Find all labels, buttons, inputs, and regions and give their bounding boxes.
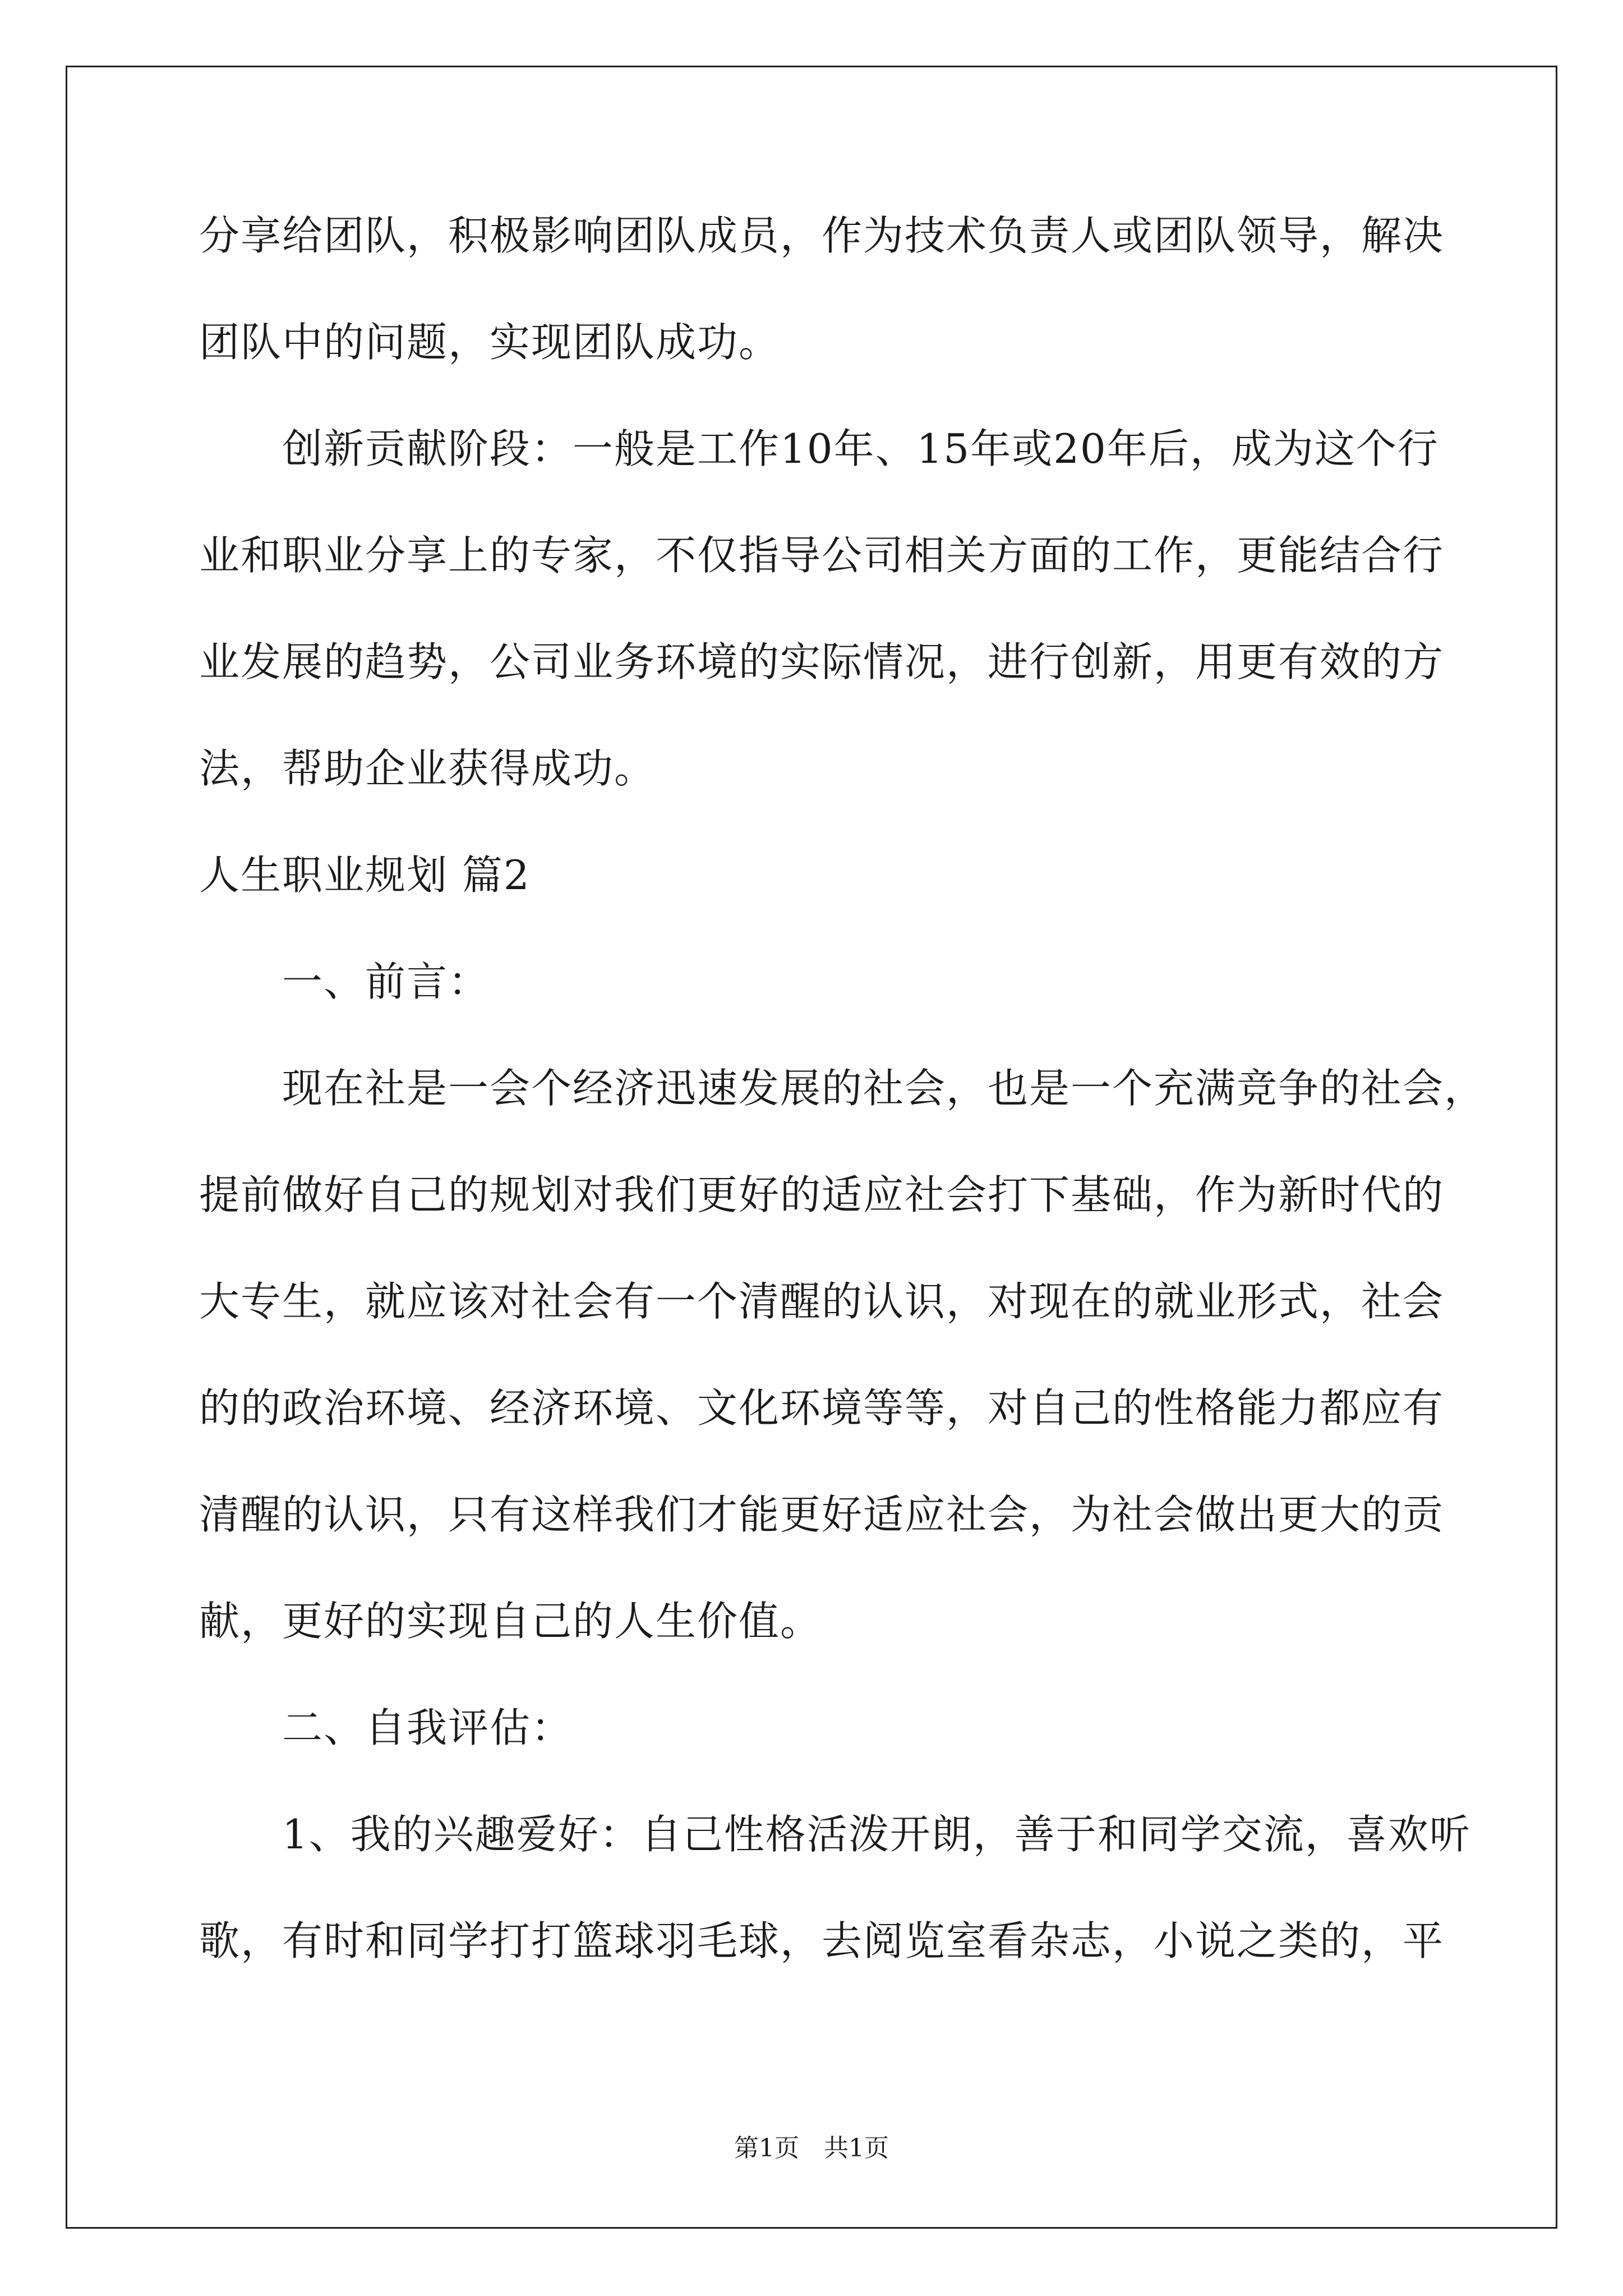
text-line: 提前做好自己的规划对我们更好的适应社会打下基础，作为新时代的 [199, 1171, 1445, 1218]
text-line: 业和职业分享上的专家，不仅指导公司相关方面的工作，更能结合行 [199, 532, 1445, 579]
text-line: 团队中的问题，实现团队成功。 [199, 319, 781, 366]
text-line: 歌，有时和同学打打篮球羽毛球，去阅览室看杂志，小说之类的，平 [199, 1917, 1445, 1964]
paragraph-start: 现在社是一会个经济迅速发展的社会，也是一个充满竞争的社会， [282, 1065, 1486, 1112]
text-line: 的的政治环境、经济环境、文化环境等等，对自己的性格能力都应有 [199, 1384, 1445, 1432]
text-line: 分享给团队，积极影响团队成员，作为技术负责人或团队领导，解决 [199, 212, 1445, 259]
subheading: 一、前言： [282, 958, 490, 1005]
page-footer: 第1页 共1页 [734, 2134, 889, 2162]
text-line: 业发展的趋势，公司业务环境的实际情况，进行创新，用更有效的方 [199, 638, 1445, 685]
text-line: 献，更好的实现自己的人生价值。 [199, 1598, 822, 1645]
subheading: 二、自我评估： [282, 1704, 573, 1751]
page-border [66, 66, 1557, 2229]
paragraph-start: 1、我的兴趣爱好：自己性格活泼开朗，善于和同学交流，喜欢听 [282, 1811, 1471, 1858]
text-line: 清醒的认识，只有这样我们才能更好适应社会，为社会做出更大的贡 [199, 1491, 1445, 1538]
paragraph-start: 创新贡献阶段：一般是工作10年、15年或20年后，成为这个行 [282, 425, 1439, 472]
text-line: 大专生，就应该对社会有一个清醒的认识，对现在的就业形式，社会 [199, 1278, 1445, 1325]
text-line: 法，帮助企业获得成功。 [199, 745, 656, 792]
section-heading: 人生职业规划 篇2 [199, 852, 531, 899]
